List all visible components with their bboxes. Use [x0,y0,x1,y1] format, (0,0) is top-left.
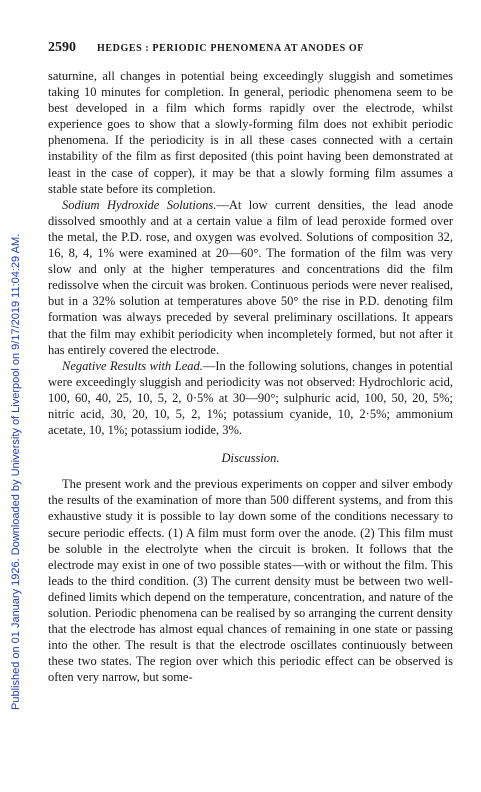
subheading-negative-results: Negative Results with Lead. [62,358,203,373]
paragraph-negative-results-text: —In the following solutions, changes in potential were exceedingly sluggish and periodicity was not observed: Hydrochloric acid, 100, 60, 40, 25, 10, 5, 2, 0·5% at 30—90°; sulphuric acid, 100, 50, 20, 5%; nitric acid, 30, 20, 10, 5, 2, 1%; potassium cyanide, 10, 2·5%; ammonium acetate, 10, 1%; potassium iodide, 3%. [48,358,453,438]
paragraph-saturnine: saturnine, all changes in potential being exceedingly sluggish and sometimes taking 10 minutes for completion. In general, periodic phenomena seem to be best developed in a film which forms rapidly over the electrode, whilst experience goes to show that a slowly-forming film does not exhibit periodic phenomena. If the periodicity is in all these cases connected with a certain instability of the film as first deposited (this point having been demonstrated at least in the case of copper), it may be that a slowly forming film assumes a stable state before its completion. [48,69,453,196]
download-watermark [8,70,22,710]
running-head: HEDGES : PERIODIC PHENOMENA AT ANODES OF [97,43,364,54]
page-header [48,40,453,58]
paragraph-sodium-hydroxide-text: —At low current densities, the lead anode dissolved smoothly and at a certain value a film of lead peroxide formed over the metal, the P.D. rose, and oxygen was evolved. Solutions of composition 32, 16, 8, 4, 1% were examined at 20—60°. The formation of the film was very slow and only at the higher temperatures and concentrations did the film redissolve when the circuit was broken. Continuous periods were never realised, but in a 32% solution at temperatures above 50° the rise in P.D. denoting film formation was always preceded by several preliminary oscillations. It appears that the film may exhibit periodicity when incompletely formed, but not after it has entirely covered the electrode. [48,197,454,357]
section-title-discussion: Discussion. [221,451,280,466]
subheading-sodium-hydroxide: Sodium Hydroxide Solutions. [62,197,217,212]
paragraph-negative-results [48,358,453,438]
page-number: 2590 [48,40,76,55]
paragraph-discussion: The present work and the previous experiments on copper and silver embody the results of the examination of more than 500 different systems, and from this exhaustive study it is possible to lay down some of the conditions necessary to secure periodic effects. (1) A film must form over the anode. (2) This film must be soluble in the electrolyte when the circuit is broken. It follows that the electrode may exist in one of two possible states—with or without the film. This leads to the third condition. (3) The current density must be between two well-defined limits which depend on the temperature, concentration, and nature of the solution. Periodic phenomena can be realised by so arranging the current density that the electrode has almost equal chances of remaining in one state or passing into the other. The result is that the electrode oscillates continuously between these two states. The region over which this periodic effect can be observed is often very narrow, but some- [48,477,453,685]
download-watermark-text: Published on 01 January 1926. Downloaded by University of Liverpool on 9/17/2019 11:04:29 AM. [10,233,22,710]
article-body [48,68,453,685]
paragraph-sodium-hydroxide [48,197,453,358]
